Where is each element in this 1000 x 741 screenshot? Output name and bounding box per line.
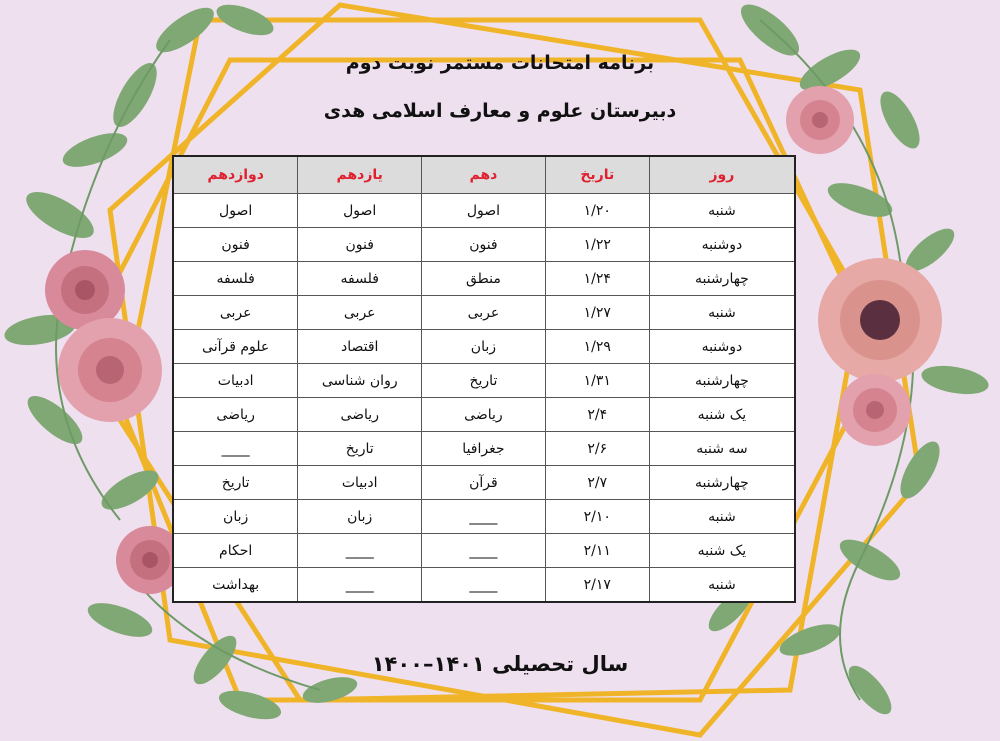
cell-grade10: ____ (422, 534, 546, 568)
column-header-grade11: یازدهم (298, 156, 422, 194)
cell-grade11: روان شناسی (298, 364, 422, 398)
table-row (173, 228, 795, 262)
cell-grade12: ریاضی (173, 398, 298, 432)
cell-day: چهارشنبه (649, 262, 795, 296)
cell-grade12: تاریخ (173, 466, 298, 500)
cell-grade11: ریاضی (298, 398, 422, 432)
cell-grade11: ____ (298, 568, 422, 603)
cell-date: ۱/۲۲ (545, 228, 649, 262)
cell-date: ۱/۲۰ (545, 194, 649, 228)
cell-grade12: ادبیات (173, 364, 298, 398)
school-name: دبیرستان علوم و معارف اسلامی هدی (323, 100, 677, 122)
cell-day: چهارشنبه (649, 466, 795, 500)
page-title: برنامه امتحانات مستمر نوبت دوم (345, 52, 655, 74)
cell-grade11: ادبیات (298, 466, 422, 500)
cell-date: ۱/۲۴ (545, 262, 649, 296)
cell-grade10: ____ (422, 500, 546, 534)
cell-grade10: ____ (422, 568, 546, 603)
cell-grade11: ____ (298, 534, 422, 568)
cell-grade12: فنون (173, 228, 298, 262)
cell-day: دوشنبه (649, 228, 795, 262)
table-row (173, 568, 795, 603)
cell-grade12: اصول (173, 194, 298, 228)
academic-year: سال تحصیلی ۱۴۰۱–۱۴۰۰ (371, 652, 629, 676)
cell-day: سه شنبه (649, 432, 795, 466)
cell-grade11: اصول (298, 194, 422, 228)
cell-day: شنبه (649, 568, 795, 603)
cell-grade10: اصول (422, 194, 546, 228)
table-row (173, 534, 795, 568)
cell-day: دوشنبه (649, 330, 795, 364)
cell-day: شنبه (649, 500, 795, 534)
cell-grade10: زبان (422, 330, 546, 364)
cell-day: چهارشنبه (649, 364, 795, 398)
cell-date: ۲/۶ (545, 432, 649, 466)
cell-grade12: بهداشت (173, 568, 298, 603)
cell-grade11: عربی (298, 296, 422, 330)
column-header-grade12: دوازدهم (173, 156, 298, 194)
exam-schedule-table (172, 155, 796, 603)
cell-grade12: عربی (173, 296, 298, 330)
column-header-grade10: دهم (422, 156, 546, 194)
cell-date: ۲/۷ (545, 466, 649, 500)
cell-grade11: زبان (298, 500, 422, 534)
cell-grade10: جغرافیا (422, 432, 546, 466)
cell-grade12: فلسفه (173, 262, 298, 296)
table-body (173, 194, 795, 603)
cell-grade11: فنون (298, 228, 422, 262)
cell-date: ۲/۱۰ (545, 500, 649, 534)
table-row (173, 432, 795, 466)
table-row (173, 296, 795, 330)
cell-grade12: علوم قرآنی (173, 330, 298, 364)
cell-grade10: ریاضی (422, 398, 546, 432)
table-row (173, 330, 795, 364)
cell-date: ۱/۳۱ (545, 364, 649, 398)
cell-grade10: فنون (422, 228, 546, 262)
column-header-day: روز (649, 156, 795, 194)
cell-date: ۲/۱۷ (545, 568, 649, 603)
table-row (173, 500, 795, 534)
table-row (173, 364, 795, 398)
cell-day: شنبه (649, 296, 795, 330)
cell-grade11: فلسفه (298, 262, 422, 296)
cell-grade12: ____ (173, 432, 298, 466)
cell-grade10: منطق (422, 262, 546, 296)
table-row (173, 466, 795, 500)
cell-date: ۲/۴ (545, 398, 649, 432)
cell-grade11: اقتصاد (298, 330, 422, 364)
cell-grade11: تاریخ (298, 432, 422, 466)
table-row (173, 398, 795, 432)
cell-date: ۲/۱۱ (545, 534, 649, 568)
cell-day: یک شنبه (649, 534, 795, 568)
cell-date: ۱/۲۷ (545, 296, 649, 330)
table-row (173, 262, 795, 296)
cell-grade10: عربی (422, 296, 546, 330)
column-header-date: تاریخ (545, 156, 649, 194)
cell-grade10: تاریخ (422, 364, 546, 398)
table-row (173, 194, 795, 228)
table-header-row (173, 156, 795, 194)
cell-grade12: احکام (173, 534, 298, 568)
cell-day: شنبه (649, 194, 795, 228)
cell-day: یک شنبه (649, 398, 795, 432)
cell-grade12: زبان (173, 500, 298, 534)
cell-date: ۱/۲۹ (545, 330, 649, 364)
cell-grade10: قرآن (422, 466, 546, 500)
